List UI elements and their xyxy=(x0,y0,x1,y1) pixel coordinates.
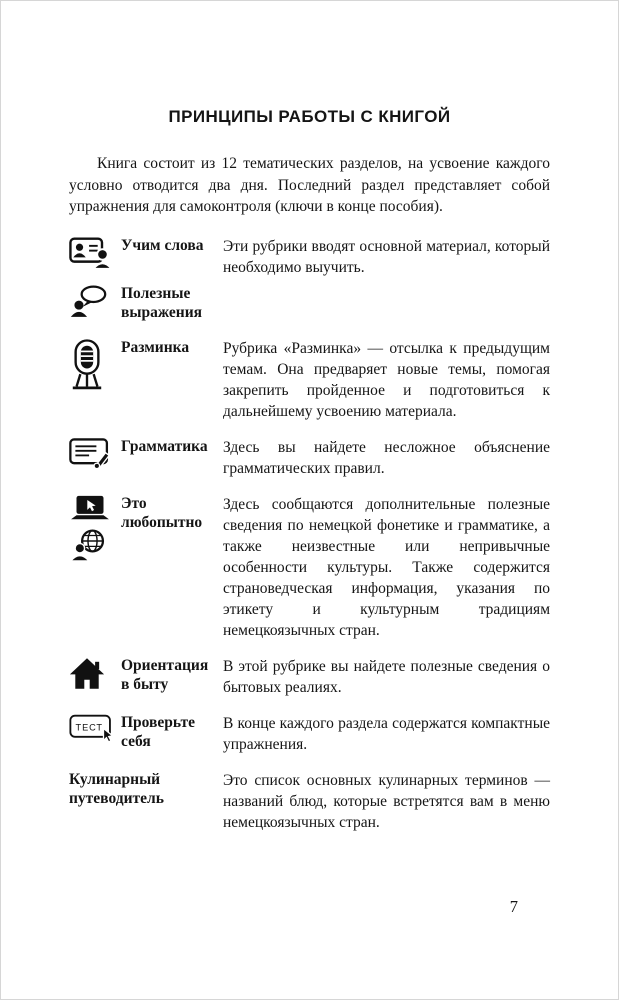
rubric-label: Проверьте себя xyxy=(121,713,196,750)
speech-person-icon-svg xyxy=(69,285,107,318)
rubric-description: Здесь сообщаются дополнительные полезные сведения по немецкой фонетике и грамматике, а также неизвестные или непривычные особенности культуры. Также содержится страноведческая информация, указания по этикету и культурным традициям немецкоязычных стран. xyxy=(223,495,550,639)
learn-words-icon xyxy=(69,236,121,270)
rubric-row-everyday xyxy=(69,656,550,698)
test-box-icon xyxy=(69,713,121,744)
person-globe-icon xyxy=(69,529,107,562)
page-number: 7 xyxy=(509,897,518,916)
rubric-label: Учим слова xyxy=(121,236,204,254)
house-icon xyxy=(69,656,121,690)
house-icon-svg xyxy=(69,657,105,690)
laptop-cursor-icon xyxy=(69,495,111,522)
rubric-label: Кулинарный путеводитель xyxy=(69,770,164,807)
rubric-description: В конце каждого раздела содержатся компактные упражнения. xyxy=(223,714,550,753)
rubric-list xyxy=(69,236,550,833)
rubric-label: Разминка xyxy=(121,338,190,356)
grammar-screen-icon xyxy=(69,437,121,471)
microphone-icon xyxy=(69,338,121,396)
learn-words-icon-svg xyxy=(69,237,113,270)
rubric-description: Эти рубрики вводят основной материал, который необходимо выучить. xyxy=(223,237,550,276)
rubric-label: Это любопытно xyxy=(121,494,203,531)
rubric-row-grammar xyxy=(69,437,550,479)
rubric-row-culinary-guide xyxy=(69,770,550,833)
test-box-label: ТЕСТ xyxy=(75,721,103,732)
page-title: ПРИНЦИПЫ РАБОТЫ С КНИГОЙ xyxy=(168,107,451,126)
page-content xyxy=(1,1,618,833)
rubric-row-useful-phrases xyxy=(69,284,550,323)
grammar-screen-icon-svg xyxy=(69,438,111,471)
rubric-description: Здесь вы найдете несложное объяснение грамматических правил. xyxy=(223,438,550,477)
rubric-label: Грамматика xyxy=(121,437,208,455)
rubric-label: Полезные выражения xyxy=(121,284,203,321)
rubric-row-check-yourself xyxy=(69,713,550,755)
rubric-description: В этой рубрике вы найдете полезные сведения о бытовых реалиях. xyxy=(223,657,550,696)
rubric-label: Ориентация в быту xyxy=(121,656,209,693)
test-box-icon-svg xyxy=(69,714,115,744)
rubric-row-warmup xyxy=(69,338,550,422)
microphone-icon-svg xyxy=(69,339,105,396)
rubric-row-curious xyxy=(69,494,550,641)
intro-paragraph: Книга состоит из 12 тематических разделов, на усвоение каждого условно отводится два дня. Последний раздел представляет собой упражнения для самоконтроля (ключи в конце пособия). xyxy=(69,155,550,215)
curious-icon-stack xyxy=(69,494,121,562)
rubric-description: Это список основных кулинарных терминов — названий блюд, которые встретятся вам в меню немецкоязычных стран. xyxy=(223,771,550,831)
rubric-description: Рубрика «Разминка» — отсылка к предыдущим темам. Она предваряет новые темы, помогая закрепить пройденное и подготовиться к дальнейшему усвоению материала. xyxy=(223,339,550,420)
speech-person-icon xyxy=(69,284,121,318)
rubric-row-learn-words xyxy=(69,236,550,278)
